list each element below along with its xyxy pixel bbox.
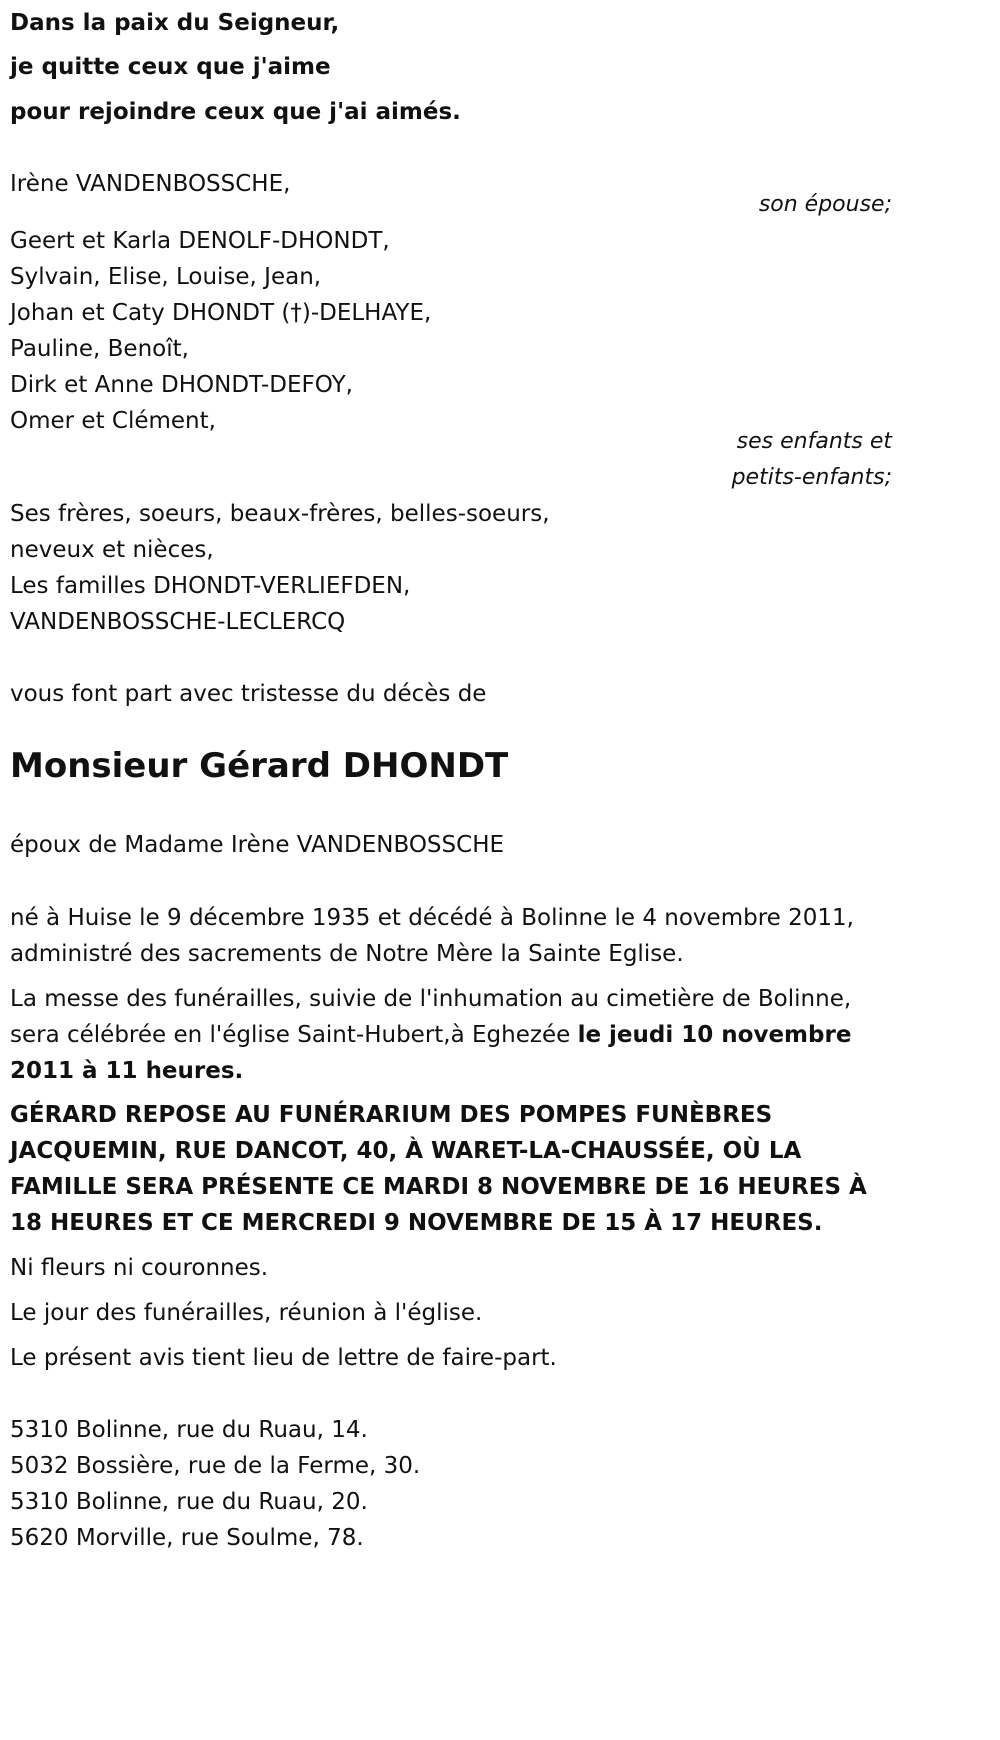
note-faire-part: Le présent avis tient lieu de lettre de faire-part. (10, 1345, 557, 1371)
children-line-5: Dirk et Anne DHONDT-DEFOY, (10, 372, 353, 398)
spouse-role: son épouse; (758, 192, 892, 217)
funeral-text: La messe des funérailles, suivie de l'inhumation au cimetière de Bolinne, sera célébrée en l'église Saint-Hubert,à Eghezée (10, 986, 852, 1048)
opening-verse-line-2: je quitte ceux que j'aime (10, 54, 331, 80)
children-line-1: Geert et Karla DENOLF-DHONDT, (10, 228, 390, 254)
deceased-name: Monsieur Gérard DHONDT (10, 746, 509, 786)
children-line-3: Johan et Caty DHONDT (†)-DELHAYE, (10, 300, 432, 326)
birth-death-line-2: administré des sacrements de Notre Mère la Sainte Eglise. (10, 941, 684, 967)
address-1: 5310 Bolinne, rue du Ruau, 14. (10, 1417, 368, 1443)
funeral-date: le jeudi 10 novembre 2011 à 11 heures. (10, 1022, 852, 1084)
opening-verse-line-3: pour rejoindre ceux que j'ai aimés. (10, 99, 461, 125)
children-role-line-1: ses enfants et (736, 429, 892, 454)
address-3: 5310 Bolinne, rue du Ruau, 20. (10, 1489, 368, 1515)
visitation-paragraph: GÉRARD REPOSE AU FUNÉRARIUM DES POMPES FUNÈBRES JACQUEMIN, RUE DANCOT, 40, À WARET-LA-CHAUSSÉE, OÙ LA FAMILLE SERA PRÉSENTE CE MARDI 8 NOVEMBRE DE 16 HEURES À 18 HEURES ET CE MERCREDI 9 NOVEMBRE DE 15 À 17 HEURES. (10, 1102, 867, 1236)
family-line-2: neveux et nièces, (10, 537, 214, 563)
family-line-3: Les familles DHONDT-VERLIEFDEN, (10, 573, 411, 599)
announcement: vous font part avec tristesse du décès de (10, 681, 487, 707)
note-reunion: Le jour des funérailles, réunion à l'église. (10, 1300, 483, 1326)
spouse-name: Irène VANDENBOSSCHE, (10, 171, 291, 197)
note-flowers: Ni fleurs ni couronnes. (10, 1255, 269, 1281)
funeral-paragraph (10, 981, 900, 1089)
children-line-2: Sylvain, Elise, Louise, Jean, (10, 264, 322, 290)
address-4: 5620 Morville, rue Soulme, 78. (10, 1525, 364, 1551)
birth-death-line-1: né à Huise le 9 décembre 1935 et décédé à Bolinne le 4 novembre 2011, (10, 905, 854, 931)
opening-verse-line-1: Dans la paix du Seigneur, (10, 10, 340, 36)
family-line-1: Ses frères, soeurs, beaux-frères, belles-soeurs, (10, 501, 550, 527)
children-line-4: Pauline, Benoît, (10, 336, 189, 362)
children-role-line-2: petits-enfants; (731, 465, 892, 490)
address-2: 5032 Bossière, rue de la Ferme, 30. (10, 1453, 421, 1479)
family-line-4: VANDENBOSSCHE-LECLERCQ (10, 609, 346, 635)
deceased-spouse-of: époux de Madame Irène VANDENBOSSCHE (10, 832, 505, 858)
children-line-6: Omer et Clément, (10, 408, 216, 434)
obituary-notice (10, 0, 892, 1740)
